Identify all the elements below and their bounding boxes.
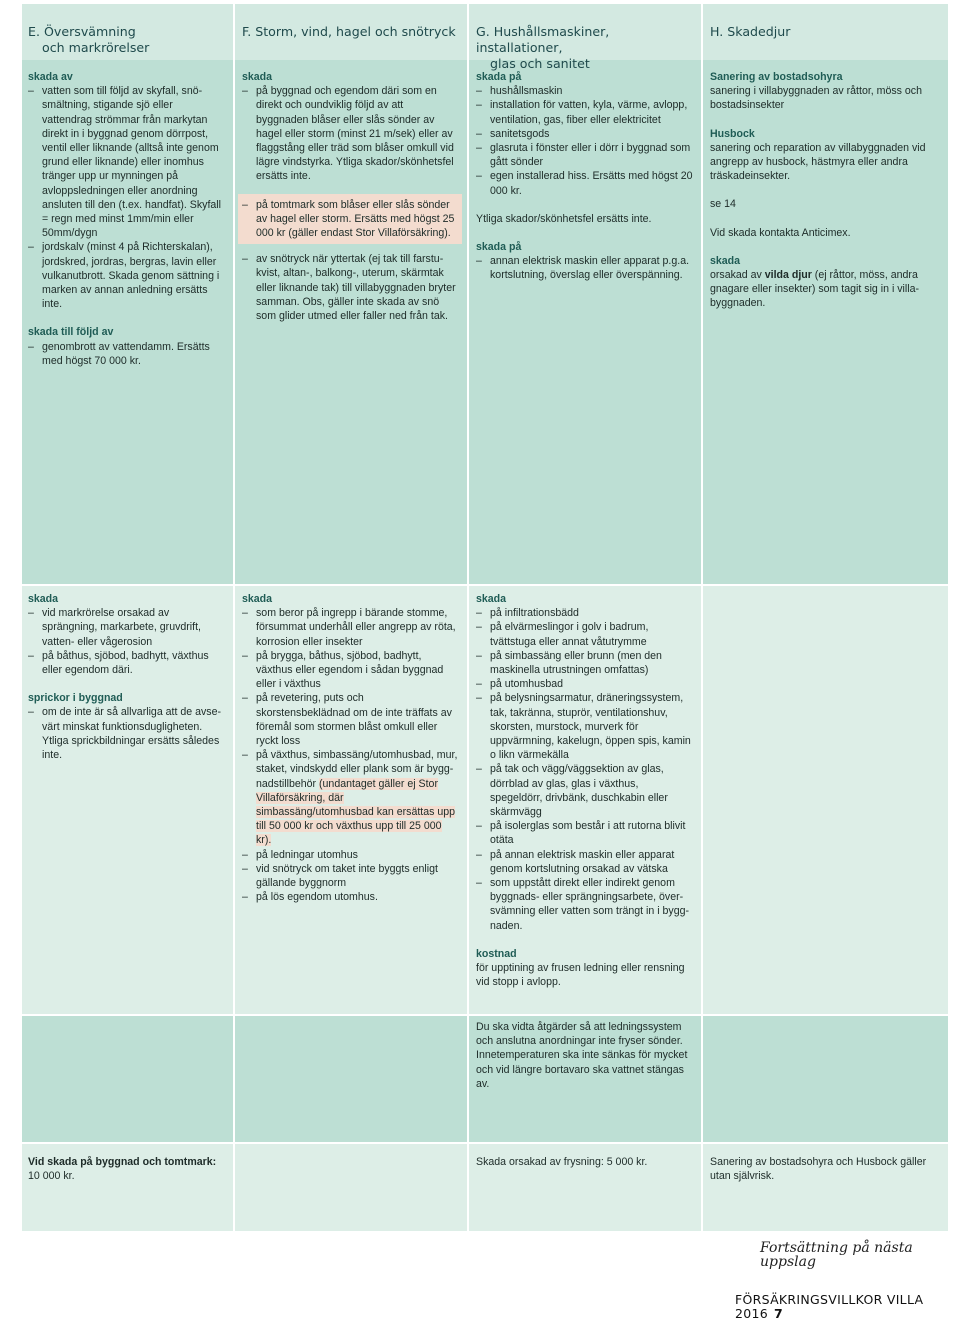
list-item: – på revetering, puts och skorstensbeklädnad om de inte träffats av föremål som stormen blåst omkull eller ryckt loss <box>242 691 458 748</box>
list-item: – på simbassäng eller brunn (men den maskinella utrustningen omfattas) <box>476 649 693 677</box>
h-coverage <box>704 70 948 311</box>
g-precautions <box>470 1020 699 1091</box>
stor-villa-highlight: (undantaget gäller ej Stor Villaförsäkring, där simbassäng/utomhusbad kan ersättas upp till 50 000 kr och växthus upp till 25 000 kr). <box>256 777 456 847</box>
e-deductible-label: Vid skada på byggnad och tomtmark: <box>28 1156 217 1168</box>
document-title: FÖRSÄKRINGSVILLKOR VILLA 2016 <box>735 1292 924 1321</box>
list-item: – hushållsmaskin <box>476 84 693 98</box>
list-item: – på utomhusbad <box>476 677 693 691</box>
row-divider <box>22 1142 948 1144</box>
list-item: – som uppstått direkt eller indirekt genom byggnads- eller sprängningsarbete, översvämning eller vatten som trängt in i byggnaden. <box>476 876 693 933</box>
list-item: – som beror på ingrepp i bärande stomme, försummat underhåll eller angrepp av röta, korrosion eller insekter <box>242 606 458 649</box>
h-title-husbock: Husbock <box>710 127 755 140</box>
list-item: – på båthus, sjöbod, badhytt, växthus eller egendom däri. <box>28 649 225 677</box>
list-item: – genombrott av vattendamm. Ersätts med högst 70 000 kr. <box>28 340 225 368</box>
e-coverage <box>22 70 231 368</box>
row-divider <box>22 584 948 586</box>
list-item: – på växthus, simbassäng/utomhusbad, mur, staket, vindskydd eller plank som är byggnadstillbehör (undantaget gäller ej Stor Villaförsäkring, där simbassäng/utomhusbad kan ersättas upp till 50 000 kr och växthus upp till 25 000 kr). <box>242 748 458 847</box>
list-item: – på tak och vägg/väggsektion av glas, dörrblad av glas, glas i växthus, spegeldörr, drivbänk, duschkabin eller skärmvägg <box>476 762 693 819</box>
e-exclusions <box>22 592 231 762</box>
g-lead-2: skada på <box>476 241 522 254</box>
g-lead: skada på <box>476 71 522 83</box>
h-text: sanering och reparation av villabyggnaden vid angrepp av husbock, hästmyra eller andra träskadeinsekter. <box>710 141 926 183</box>
g-coverage <box>470 70 699 283</box>
list-item: – på lös egendom utomhus. <box>242 890 458 904</box>
g-cost-text: för upptining av frusen ledning eller rensning vid stopp i avlopp. <box>476 962 685 989</box>
header-e <box>22 24 231 56</box>
list-item: – vid markrörelse orsakad av sprängning, markarbete, gruvdrift, vatten- eller vågerosion <box>28 606 225 649</box>
list-item: – på belysningsarmatur, dräneringssystem, tak, takränna, stuprör, ventilationshuv, skorsten, murstock, murverk för uppvärmning, kakelugn, öppen spis, kamin o likn värmekälla <box>476 691 693 762</box>
list-item: – på ledningar utomhus <box>242 848 458 862</box>
header-g-title: G. Hushållsmaskiner, installationer, <box>476 24 610 55</box>
column-divider <box>233 4 235 1231</box>
list-item: – på brygga, båthus, sjöbod, badhytt, växthus eller egendom i sådan byggnad eller i växthus <box>242 649 458 692</box>
column-divider <box>701 4 703 1231</box>
h-lead: skada <box>710 254 741 267</box>
list-item: – jordskalv (minst 4 på Richterskalan), jordskred, jordras, bergras, lavin eller vulkanutbrott. Skada genom sättning i marken av annan anledning ersätts inte. <box>28 240 225 311</box>
continuation-note: Fortsättning på nästa uppslag <box>760 1240 913 1271</box>
row-divider <box>22 1014 948 1016</box>
header-f <box>236 24 464 40</box>
stor-villa-highlight <box>238 194 462 245</box>
e-lead-2: skada till följd av <box>28 326 114 339</box>
list-item: – installation för vatten, kyla, värme, avlopp, ventilation, gas, fiber eller elektricitet <box>476 98 693 126</box>
header-f-title: F. Storm, vind, hagel och snötryck <box>242 24 456 39</box>
header-h-title: H. Skadedjur <box>710 24 791 39</box>
h-deductible-text: Sanering av bostadsohyra och Husbock gäller utan självrisk. <box>710 1156 927 1183</box>
list-item: – vid snötryck om taket inte byggts enligt gällande byggnorm <box>242 862 458 890</box>
page-footer <box>735 1293 960 1321</box>
list-item: – på isolerglas som består i att rutorna blivit otäta <box>476 819 693 847</box>
g-deductible <box>470 1155 699 1169</box>
list-item: – av snötryck när yttertak (ej tak till farstukvist, altan-, balkong-, uterum, skärmtak eller liknande tak) till villabyggnaden bryter samman. Obs, gäller inte skada av snö som glider utmed eller faller ned från tak. <box>242 252 458 323</box>
g-excl-lead: skada <box>476 593 507 605</box>
e-deductible <box>22 1155 231 1183</box>
header-e-subtitle: och markrörelser <box>42 40 150 55</box>
e-list <box>28 84 225 311</box>
g-exclusions <box>470 592 699 989</box>
list-item: – om de inte är så allvarliga att de avsevärt minskat funktionsdugligheten. Ytliga sprickbildningar ersätts således inte. <box>28 705 225 762</box>
g-deductible-text: Skada orsakad av frysning: 5 000 kr. <box>476 1156 648 1168</box>
f-coverage <box>236 70 464 323</box>
h-reference: se 14 <box>710 198 736 211</box>
f-exclusions <box>236 592 464 904</box>
header-e-title: E. Översvämning <box>28 24 136 39</box>
list-item: – på infiltrationsbädd <box>476 606 693 620</box>
h-text: Vid skada kontakta Anticimex. <box>710 226 851 239</box>
header-g-subtitle: glas och sanitet <box>490 56 590 71</box>
list-item: – vatten som till följd av skyfall, snösmältning, stigande sjö eller vattendrag strömmar från markytan direkt in i byggnad genom dörrpost, ventil eller liknande (alltså inte genom grund eller liknande) eller inomhus tränger upp ur mynningen på avloppsledningen eller anordning ansluten till den (t.ex. handfat). Skyfall = regn med minst 1mm/min eller 50mm/dygn <box>28 84 225 240</box>
list-item: – egen installerad hiss. Ersätts med högst 20 000 kr. <box>476 169 693 197</box>
h-text: sanering i villabyggnaden av råttor, möss och bostadsinsekter <box>710 85 922 112</box>
g-cost-lead: kostnad <box>476 947 517 960</box>
e-excl-lead-2: sprickor i byggnad <box>28 692 123 705</box>
header-g <box>470 24 699 72</box>
h-title-sanering: Sanering av bostadsohyra <box>710 71 843 83</box>
e-excl-lead: skada <box>28 593 59 605</box>
column-divider <box>467 4 469 1231</box>
list-item: – på tomtmark som blåser eller slås sönder av hagel eller storm. Ersätts med högst 25 000 kr (gäller endast Stor Villaförsäkring). <box>242 198 458 241</box>
g-precaution-text: Du ska vidta åtgärder så att ledningssystem och anslutna anordningar inte fryser sönder. Innetemperaturen ska inte sänkas för mycket och vid längre bortavaro ska vattnet stängas av. <box>476 1021 688 1090</box>
g-note: Ytliga skador/skönhetsfel ersätts inte. <box>476 212 652 225</box>
list-item: – glasruta i fönster eller i dörr i byggnad som gått sönder <box>476 141 693 169</box>
f-lead: skada <box>242 71 273 83</box>
list-item: – annan elektrisk maskin eller apparat p.g.a. kortslutning, överslag eller överspänning. <box>476 254 693 282</box>
list-item: – sanitetsgods <box>476 127 693 141</box>
list-item: – på byggnad och egendom däri som en direkt och oundviklig följd av att byggnaden blåser eller slås sönder av hagel eller storm (minst 21 m/sek) eller av flaggstång eller träd som blåser omkull vid lägre vindstyrka. Ytliga skador/skönhetsfel ersätts inte. <box>242 84 458 183</box>
list-item: – på elvärmeslingor i golv i badrum, tvättstuga eller annat våtutrymme <box>476 620 693 648</box>
page-number: 7 <box>774 1306 784 1321</box>
h-deductible <box>704 1155 948 1183</box>
e-lead: skada av <box>28 71 73 83</box>
f-excl-lead: skada <box>242 593 273 605</box>
h-wild-animals: orsakad av vilda djur (ej råttor, möss, andra gnagare eller insekter) som tagit sig in i villabyggnaden. <box>710 269 920 310</box>
header-h <box>704 24 948 40</box>
list-item: – på annan elektrisk maskin eller apparat genom kortslutning orsakad av vätska <box>476 848 693 876</box>
e-deductible-value: 10 000 kr. <box>28 1170 75 1183</box>
